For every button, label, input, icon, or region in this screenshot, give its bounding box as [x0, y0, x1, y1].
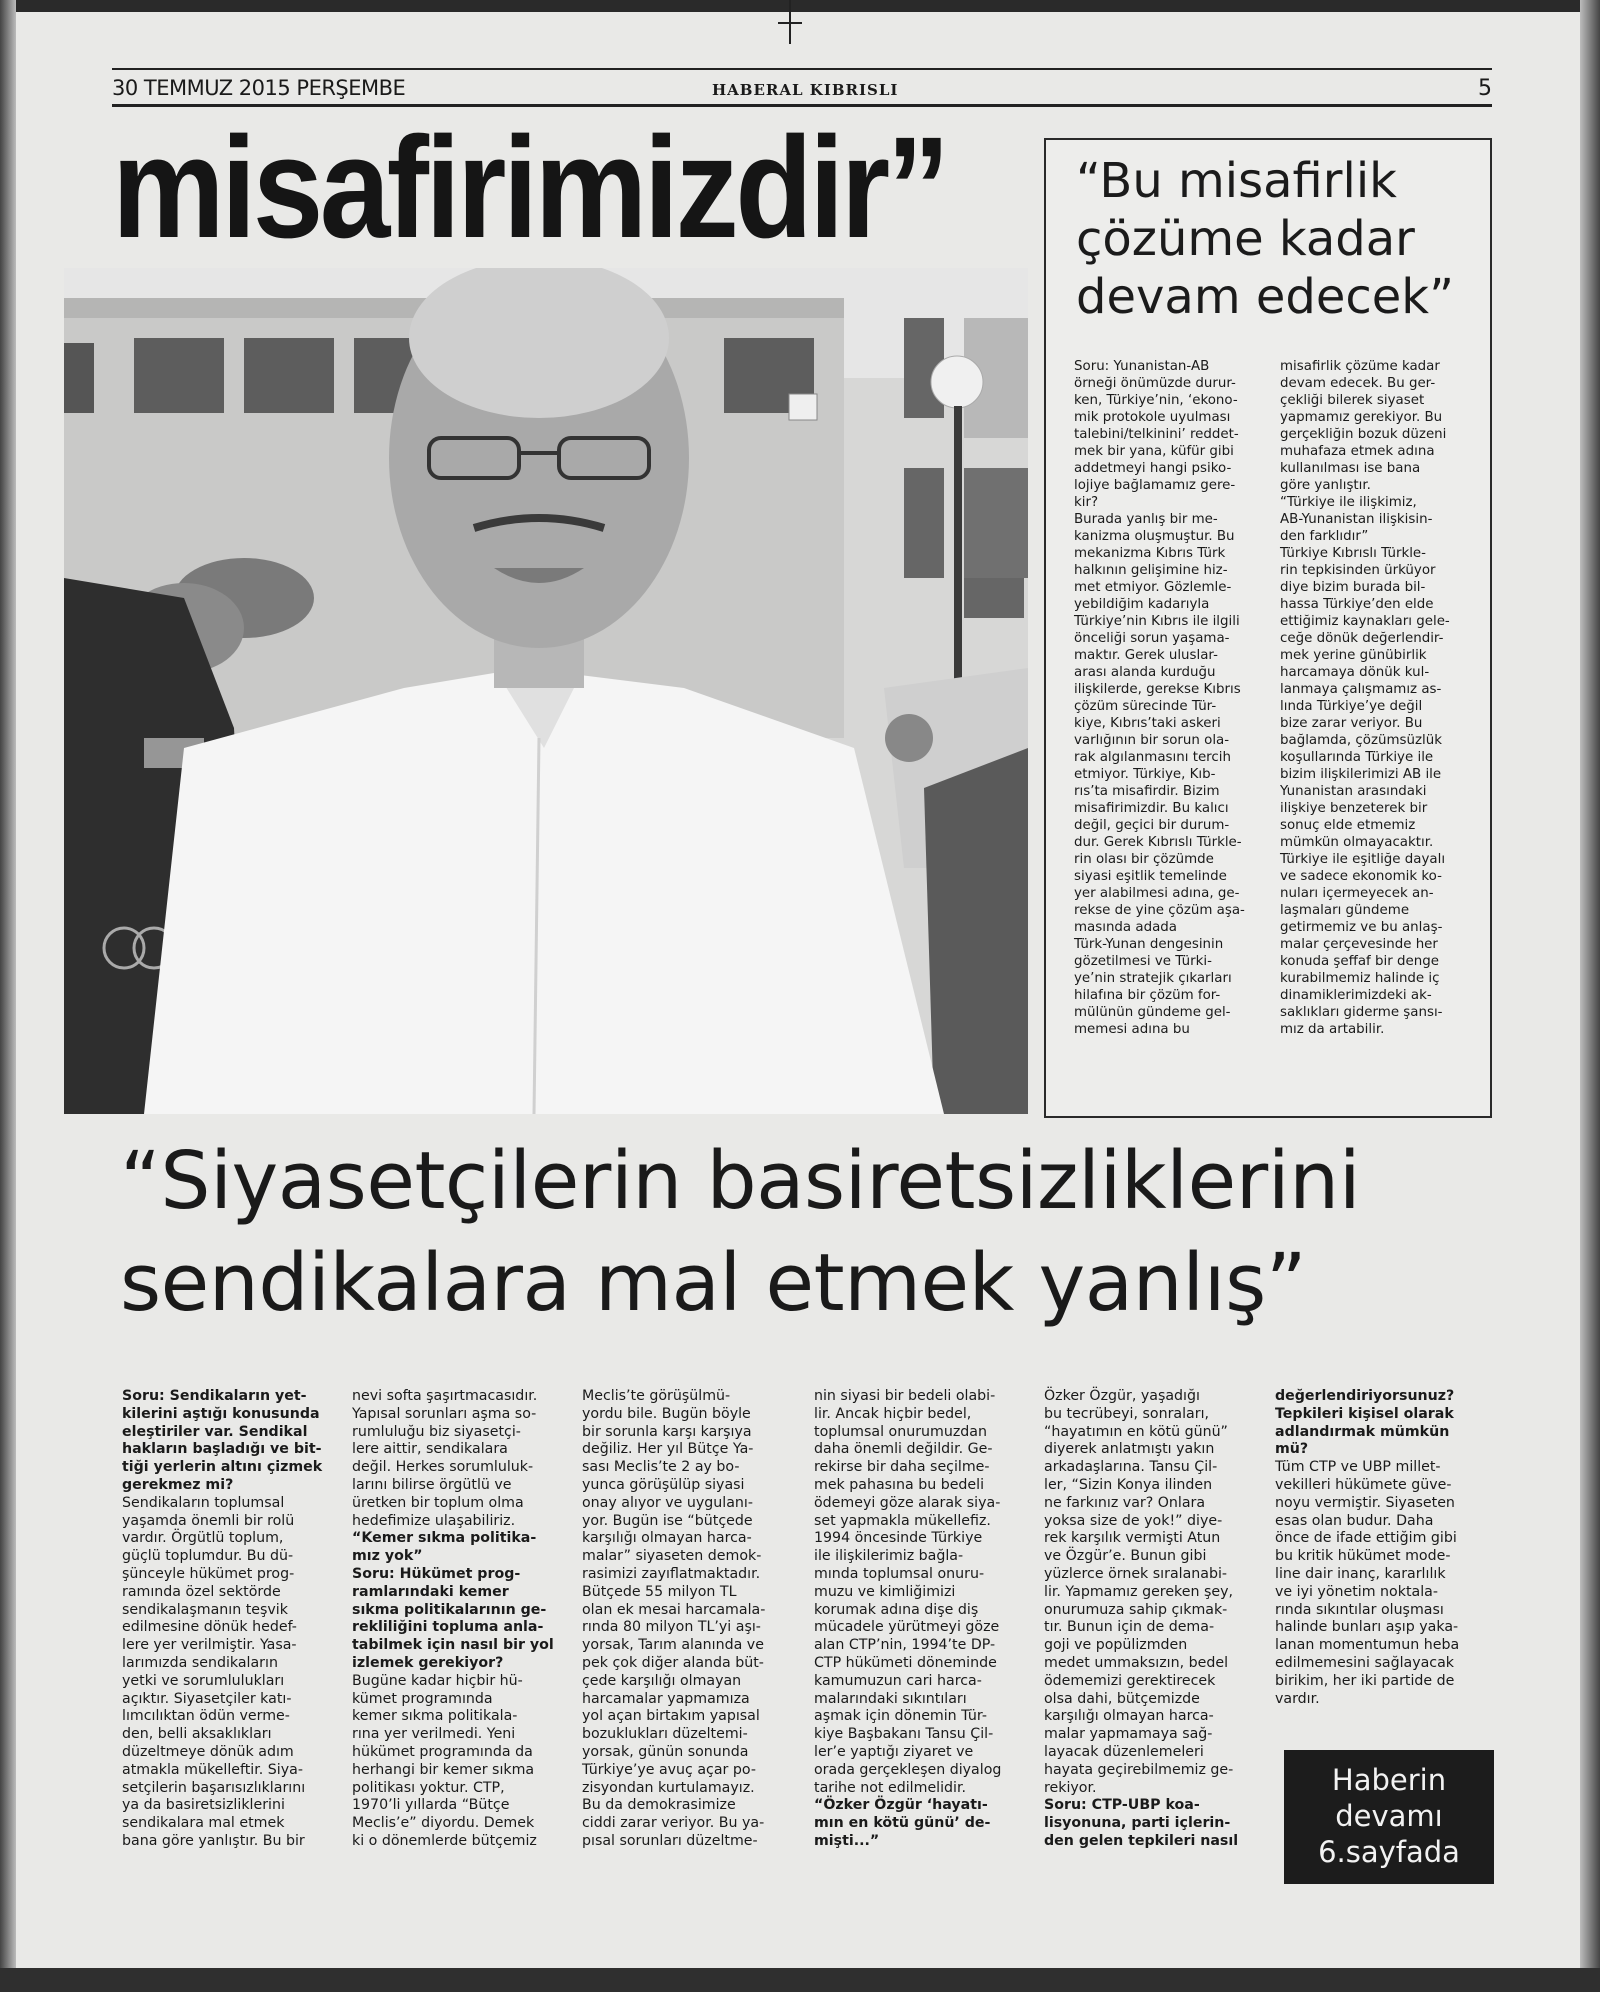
body-column-1 [122, 1388, 336, 1851]
photo-illustration [64, 268, 1028, 1114]
folio [112, 76, 1492, 106]
question-1: Soru: Sendikaların yet- kilerini aştığı konusunda eleştiriler var. Sendikal hakların başladığı ve bit- tiği yerlerin altını çizmek gerekmez mi? [122, 1388, 323, 1493]
scan-edge-left [0, 0, 16, 1992]
body-column-6 [1275, 1388, 1489, 1708]
body-text-4: nin siyasi bir bedeli olabi- lir. Ancak hiçbir bedel, toplumsal onurumuzdan daha önemli değildir. Ge- rekirse bir daha seçilme- mek pahasına bu bedeli ödemeyi göze alarak siya- set yapmakla mükellefiz. 1994 öncesinde Türkiye ile ilişkilerimiz bağla- mında toplumsal onuru- muzu ve kimliğimizi korumak adına dişe diş mücadele yürütmeyi göze alan CTP’nin, 1994’te DP- CTP hükümeti döneminde kamumuzun cari harca- malarındaki sıkıntıları aşmak için dönemin Tür- kiye Başbakanı Tansu Çil- ler’e yaptığı ziyaret ve orada gerçekleşen diyalog tarihe not edilmelidir. [814, 1388, 1002, 1796]
sidebar-column-2 [1280, 358, 1470, 1038]
continued-on-page-box [1284, 1750, 1494, 1884]
registration-mark-icon [778, 0, 802, 44]
issue-date: 30 TEMMUZ 2015 PERŞEMBE [112, 76, 406, 100]
question-2: Soru: Hükümet prog- ramlarındaki kemer sıkma politikalarının ge- rekliliğini topluma anla- tabilmek için nasıl bir yol izlemek gerekiyor? [352, 1565, 554, 1671]
body-text-3: Meclis’te görüşülmü- yordu bile. Bugün böyle bir sorunla karşı karşıya değiliz. Her yıl Bütçe Ya- sası Meclis’te 2 ay bo- yunca görüşülüp siyasi onay alıyor ve uygulanı- yor. Bugün ise “bütçede karşılığı olmayan harca- malar” siyaseten demok- rasimizi zayıflatmaktadır. Bütçede 55 milyon TL olan ek mesai harcamala- rında 80 milyon TL’yi aşı- yorsak, Tarım alanında ve pek çok diğer alanda büt- çede karşılığı olmayan harcamalar yapmamıza yol açan birtakım yapısal bozuklukları düzeltemi- yorsak, günün sonunda Türkiye’ye avuç açar po- zisyondan kurtulamayız. Bu da demokrasimize ciddi zarar veriyor. Bu ya- pısal sorunları düzeltme- [582, 1388, 766, 1849]
main-headline [120, 1130, 1500, 1334]
subheading-kemer: “Kemer sıkma politika- mız yok” [352, 1530, 537, 1565]
scan-edge-right [1580, 0, 1600, 1992]
headline-line-2: sendikalara mal etmek yanlış” [120, 1237, 1307, 1329]
body-text-5: Özker Özgür, yaşadığı bu tecrübeyi, sonraları, “hayatımın en kötü günü” diyerek anlatmıştı yakın arkadaşlarına. Tansu Çil- ler, “Sizin Konya ilinden ne farkınız var? Onlara yoksa size de yok!” diye- rek karşılık vermişti Atun ve Özgür’e. Bunun gibi yüzlerce örnek sıralanabi- lir. Yapmamız gereken şey, onurumuza sahip çıkmak- tır. Bunun için de dema- goji ve popülizmden medet ummaksızın, bedel ödememizi gerektirecek olsa dahi, bütçemizde karşılığı olmayan harca- malar yapmamaya sağ- layacak düzenlemeleri hayata geçirebilmemiz ge- rekiyor. [1044, 1388, 1234, 1796]
sidebar-text-1: Soru: Yunanistan-AB örneği önümüzde durur- ken, Türkiye’nin, ‘ekono- mik protokole uyulması talebini/telkinini’ reddet- mek bir yana, küfür gibi addetmeyi hangi psiko- lojiye bağlamamız gere- kir? Burada yanlış bir me- kanizma oluşmuştur. Bu mekanizma Kıbrıs Türk halkının gelişimine hiz- met etmiyor. Gözlemle- yebildiğim kadarıyla Türkiye’nin Kıbrıs ile ilgili önceliği sorun yaşama- maktır. Gerek uluslar- arası alanda kurduğu ilişkilerde, gerekse Kıbrıs çözüm sürecinde Tür- kiye, Kıbrıs’taki askeri varlığının bir sorun ola- rak algılanmasını tercih etmiyor. Türkiye, Kıb- rıs’ta misafirdir. Bizim misafirimizdir. Bu kalıcı değil, geçici bir durum- dur. Gerek Kıbrıslı Türkle- rin olası bir çözümde siyasi eşitlik temelinde yer alabilmesi adına, ge- rekse de yine çözüm aşa- masında adada Türk-Yunan dengesinin gözetilmesi ve Türki- ye’nin stratejik çıkarları hilafına bir çözüm for- mülünün gündeme gel- memesi adına bu [1074, 359, 1245, 1037]
newspaper-name: HABERAL KIBRISLI [712, 81, 899, 99]
scan-edge-bottom [0, 1968, 1600, 1992]
folio-rule-top [112, 68, 1492, 70]
question-3: Soru: CTP-UBP koa- lisyonuna, parti içlerin- den gelen tepkileri nasıl [1044, 1797, 1239, 1849]
body-text-1: Sendikaların toplumsal yaşamda önemli bir rolü vardır. Örgütlü toplum, güçlü toplumdur. Bu dü- şünceyle hükümet prog- ramında özel sektörde sendikalaşmanın teşvik edilmesine dönük hedef- lere yer verilmiştir. Yasa- larımızda sendikaların yetki ve sorumlulukları açıktır. Siyasetçiler katı- lımcılıktan ödün verme- den, belli aksaklıkları düzeltmeye dönük adım atmakla mükelleftir. Siya- setçilerin başarısızlıklarını ya da basiretsizliklerini sendikalara mal etmek bana göre yanlıştır. Bu bir [122, 1494, 306, 1849]
continue-line-2: devamı [1335, 1799, 1443, 1833]
continue-line-1: Haberin [1331, 1763, 1447, 1797]
kicker-headline: misafirimizdir” [112, 107, 947, 268]
page-number: 5 [1478, 76, 1492, 101]
subheading-ozker: “Özker Özgür ‘hayatı- mın en kötü günü’ de- mişti...” [814, 1797, 991, 1849]
sidebar-column-1 [1074, 358, 1264, 1038]
continue-line-3: 6.sayfada [1318, 1835, 1460, 1869]
article-photo [64, 268, 1028, 1114]
body-column-4 [814, 1388, 1028, 1851]
body-text-6: Tüm CTP ve UBP millet- vekilleri hükümete güve- noyu vermiştir. Siyaseten esas olan budur. Daha önce de ifade ettiğim gibi bu kritik hükümet mode- line dair inanç, kararlılık ve iyi yönetim noktala- rında sıkıntılar oluşması halinde bunları aşıp yaka- lanan momentumun heba edilmemesini sağlayacak birikim, her iki partide de vardır. [1275, 1459, 1460, 1707]
body-column-2 [352, 1388, 566, 1851]
sidebar-title: “Bu misafirlik çözüme kadar devam edecek” [1076, 153, 1454, 325]
body-column-5 [1044, 1388, 1258, 1851]
body-text-2: nevi softa şaşırtmacasıdır. Yapısal sorunları aşma so- rumluluğu biz siyasetçi- lere aittir, sendikalara değil. Herkes sorumluluk- larını bilirse örgütlü ve üretken bir toplum olma hedefimize ulaşabiliriz. [352, 1388, 538, 1529]
body-column-3 [582, 1388, 796, 1851]
sidebar-text-2: misafirlik çözüme kadar devam edecek. Bu ger- çekliği bilerek siyaset yapmamız gerekiyor. Bu gerçekliğin bozuk düzeni muhafaza etmek adına kullanılması ise bana göre yanlıştır. “Türkiye ile ilişkimiz, AB-Yunanistan ilişkisin- den farklıdır” Türkiye Kıbrıslı Türkle- rin tepkisinden ürküyor diye bizim burada bil- hassa Türkiye’den elde ettiğimiz kaynakları gele- ceğe dönük değerlendir- mek yerine günübirlik harcamaya dönük kul- lanmaya çalışmamız as- lında Türkiye’ye değil bize zarar veriyor. Bu bağlamda, çözümsüzlük koşullarında Türkiye ile bizim ilişkilerimizi AB ile Yunanistan arasındaki ilişkiye benzeterek bir sonuç elde etmemiz mümkün olmayacaktır. Türkiye ile eşitliğe dayalı ve sadece ekonomik ko- nuları içermeyecek an- laşmaları gündeme getirmemiz ve bu anlaş- malar çerçevesinde her konuda şeffaf bir denge kurabilmemiz halinde iç dinamiklerimizdeki ak- saklıkları giderme şansı- mız da artabilir. [1280, 359, 1450, 1037]
sidebar-box [1044, 138, 1492, 1118]
headline-line-1: “Siyasetçilerin basiretsizliklerini [120, 1135, 1361, 1227]
question-3-continued: değerlendiriyorsunuz? Tepkileri kişisel olarak adlandırmak mümkün mü? [1275, 1388, 1455, 1458]
body-text-2b: Bugüne kadar hiçbir hü- kümet programında kemer sıkma politikala- rına yer verilmedi. Yeni hükümet programında da herhangi bir kemer sıkma politikası yoktur. CTP, 1970’li yıllarda “Bütçe Meclis’e” diyordu. Demek ki o dönemlerde bütçemiz [352, 1672, 537, 1849]
